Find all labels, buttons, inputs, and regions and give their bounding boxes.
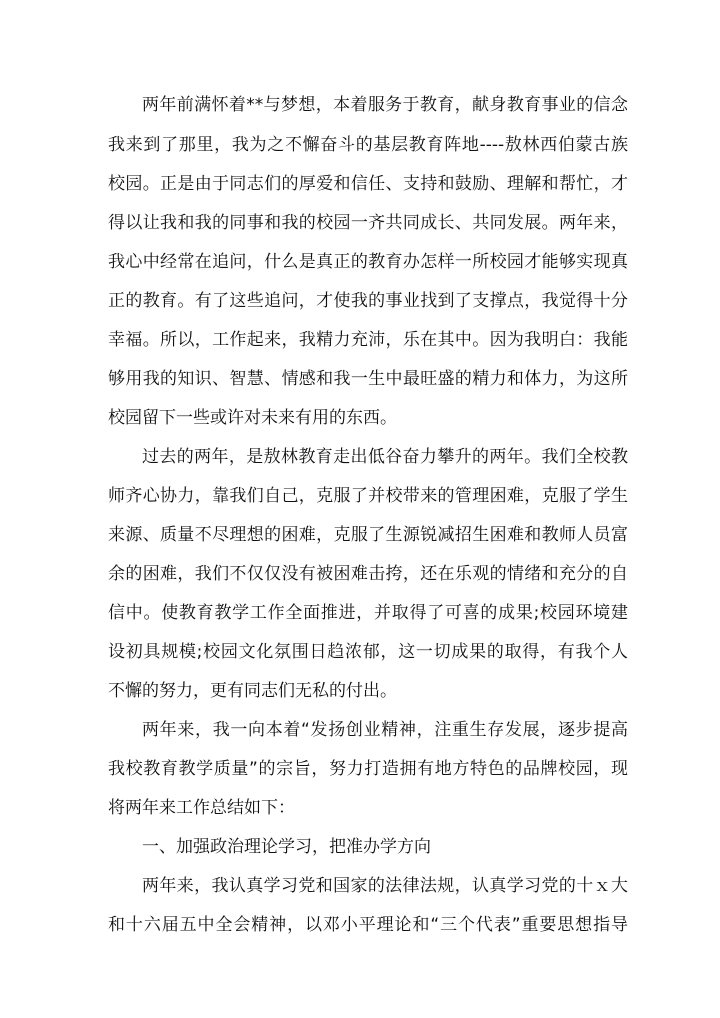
text-line: 不懈的努力，更有同志们无私的付出。	[108, 681, 397, 701]
text-line: 师齐心协力，靠我们自己，克服了并校带来的管理困难，克服了学生	[108, 486, 628, 506]
text-line: 两年来，我一向本着“发扬创业精神，注重生存发展，逐步提高	[142, 720, 628, 740]
text-line: 和十六届五中全会精神，以邓小平理论和“三个代表”重要思想指导	[108, 915, 628, 935]
text-line: 我来到了那里，我为之不懈奋斗的基层教育阵地----敖林西伯蒙古族	[108, 135, 628, 155]
text-line: 得以让我和我的同事和我的校园一齐共同成长、共同发展。两年来，	[108, 213, 628, 233]
text-line: 我校教育教学质量”的宗旨，努力打造拥有地方特色的品牌校园，现	[108, 759, 628, 779]
text-line: 校园。正是由于同志们的厚爱和信任、支持和鼓励、理解和帮忙，才	[108, 174, 628, 194]
text-line: 余的困难，我们不仅仅没有被困难击挎，还在乐观的情绪和充分的自	[108, 564, 628, 584]
text-line: 幸福。所以，工作起来，我精力充沛，乐在其中。因为我明白：我能	[108, 330, 628, 350]
text-line: 来源、质量不尽理想的困难，克服了生源锐减招生困难和教师人员富	[108, 525, 628, 545]
text-line: 过去的两年，是敖林教育走出低谷奋力攀升的两年。我们全校教	[142, 447, 628, 467]
text-line: 将两年来工作总结如下：	[108, 798, 295, 818]
section-heading: 一、加强政治理论学习，把准办学方向	[142, 837, 431, 857]
text-line: 信中。使教育教学工作全面推进，并取得了可喜的成果;校园环境建	[108, 603, 628, 623]
text-line: 两年来，我认真学习党和国家的法律法规，认真学习党的十ｘ大	[142, 876, 628, 896]
text-line: 设初具规模;校园文化氛围日趋浓郁，这一切成果的取得，有我个人	[108, 642, 628, 662]
text-line: 校园留下一些或许对未来有用的东西。	[108, 408, 397, 428]
text-line: 我心中经常在追问，什么是真正的教育办怎样一所校园才能够实现真	[108, 252, 628, 272]
text-line: 够用我的知识、智慧、情感和我一生中最旺盛的精力和体力，为这所	[108, 369, 628, 389]
text-line: 两年前满怀着**与梦想，本着服务于教育，献身教育事业的信念	[142, 95, 628, 115]
text-line: 正的教育。有了这些追问，才使我的事业找到了支撑点，我觉得十分	[108, 291, 628, 311]
